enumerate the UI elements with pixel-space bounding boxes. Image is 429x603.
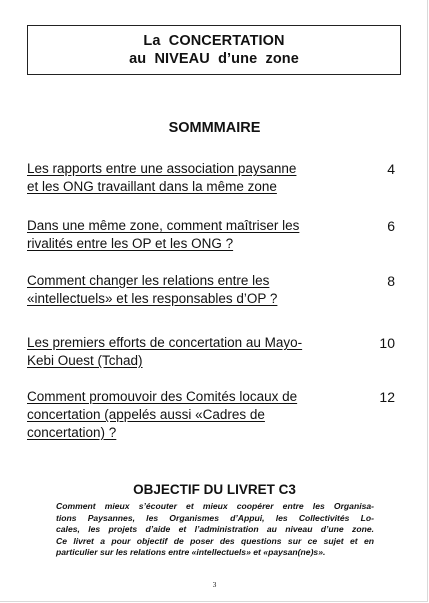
objective-line: particulier sur les relations entre «intellectuels» et «paysan(ne)s». — [56, 547, 326, 558]
toc-entry-line[interactable]: rivalités entre les OP et les ONG ? — [27, 236, 234, 251]
page-number: 3 — [212, 580, 217, 589]
toc-page-number: 10 — [379, 335, 395, 351]
toc-entry-title[interactable] — [27, 272, 337, 308]
toc-entry-title[interactable] — [27, 388, 337, 442]
toc-entry-line[interactable]: et les ONG travaillant dans la même zone — [27, 179, 277, 194]
toc-page-number: 4 — [387, 161, 395, 177]
objective-line: tions Paysannes, les Organismes d’Appui, les Collectivités Lo- — [56, 512, 374, 523]
toc-page-number: 6 — [387, 218, 395, 234]
toc-entry-line[interactable]: Kebi Ouest (Tchad) — [27, 353, 143, 368]
objective-paragraph — [56, 501, 374, 559]
toc-entry-line[interactable]: concertation) ? — [27, 425, 117, 440]
toc-entry-line[interactable]: Les rapports entre une association paysanne — [27, 161, 297, 176]
toc-entry-title[interactable] — [27, 160, 337, 196]
table-of-contents-heading: SOMMMAIRE — [168, 120, 261, 136]
objective-line: Comment mieux s’écouter et mieux coopérer entre les Organisa- — [56, 501, 374, 511]
toc-page-number: 8 — [387, 273, 395, 289]
objective-heading: OBJECTIF DU LIVRET C3 — [133, 482, 296, 497]
objective-line: cales, les projets d’aide et l’administration au niveau d’une zone. — [56, 524, 374, 535]
toc-entry-title[interactable] — [27, 334, 337, 370]
toc-entry-line[interactable]: Les premiers efforts de concertation au Mayo- — [27, 335, 303, 350]
toc-entry-title[interactable] — [27, 217, 337, 253]
title-line-2: au NIVEAU d’une zone — [129, 51, 299, 67]
title-line-1: La CONCERTATION — [143, 33, 285, 49]
toc-entry-line[interactable]: concertation (appelés aussi «Cadres de — [27, 407, 265, 422]
toc-entry-line[interactable]: Dans une même zone, comment maîtriser les — [27, 218, 300, 233]
toc-page-number: 12 — [379, 389, 395, 405]
toc-entry-line[interactable]: Comment changer les relations entre les — [27, 273, 270, 288]
objective-line: Ce livret a pour objectif de poser des questions sur ce sujet et en — [56, 535, 374, 546]
toc-entry-line[interactable]: «intellectuels» et les responsables d’OP ? — [27, 291, 278, 306]
toc-entry-line[interactable]: Comment promouvoir des Comités locaux de — [27, 389, 298, 404]
document-title-box — [27, 25, 401, 75]
